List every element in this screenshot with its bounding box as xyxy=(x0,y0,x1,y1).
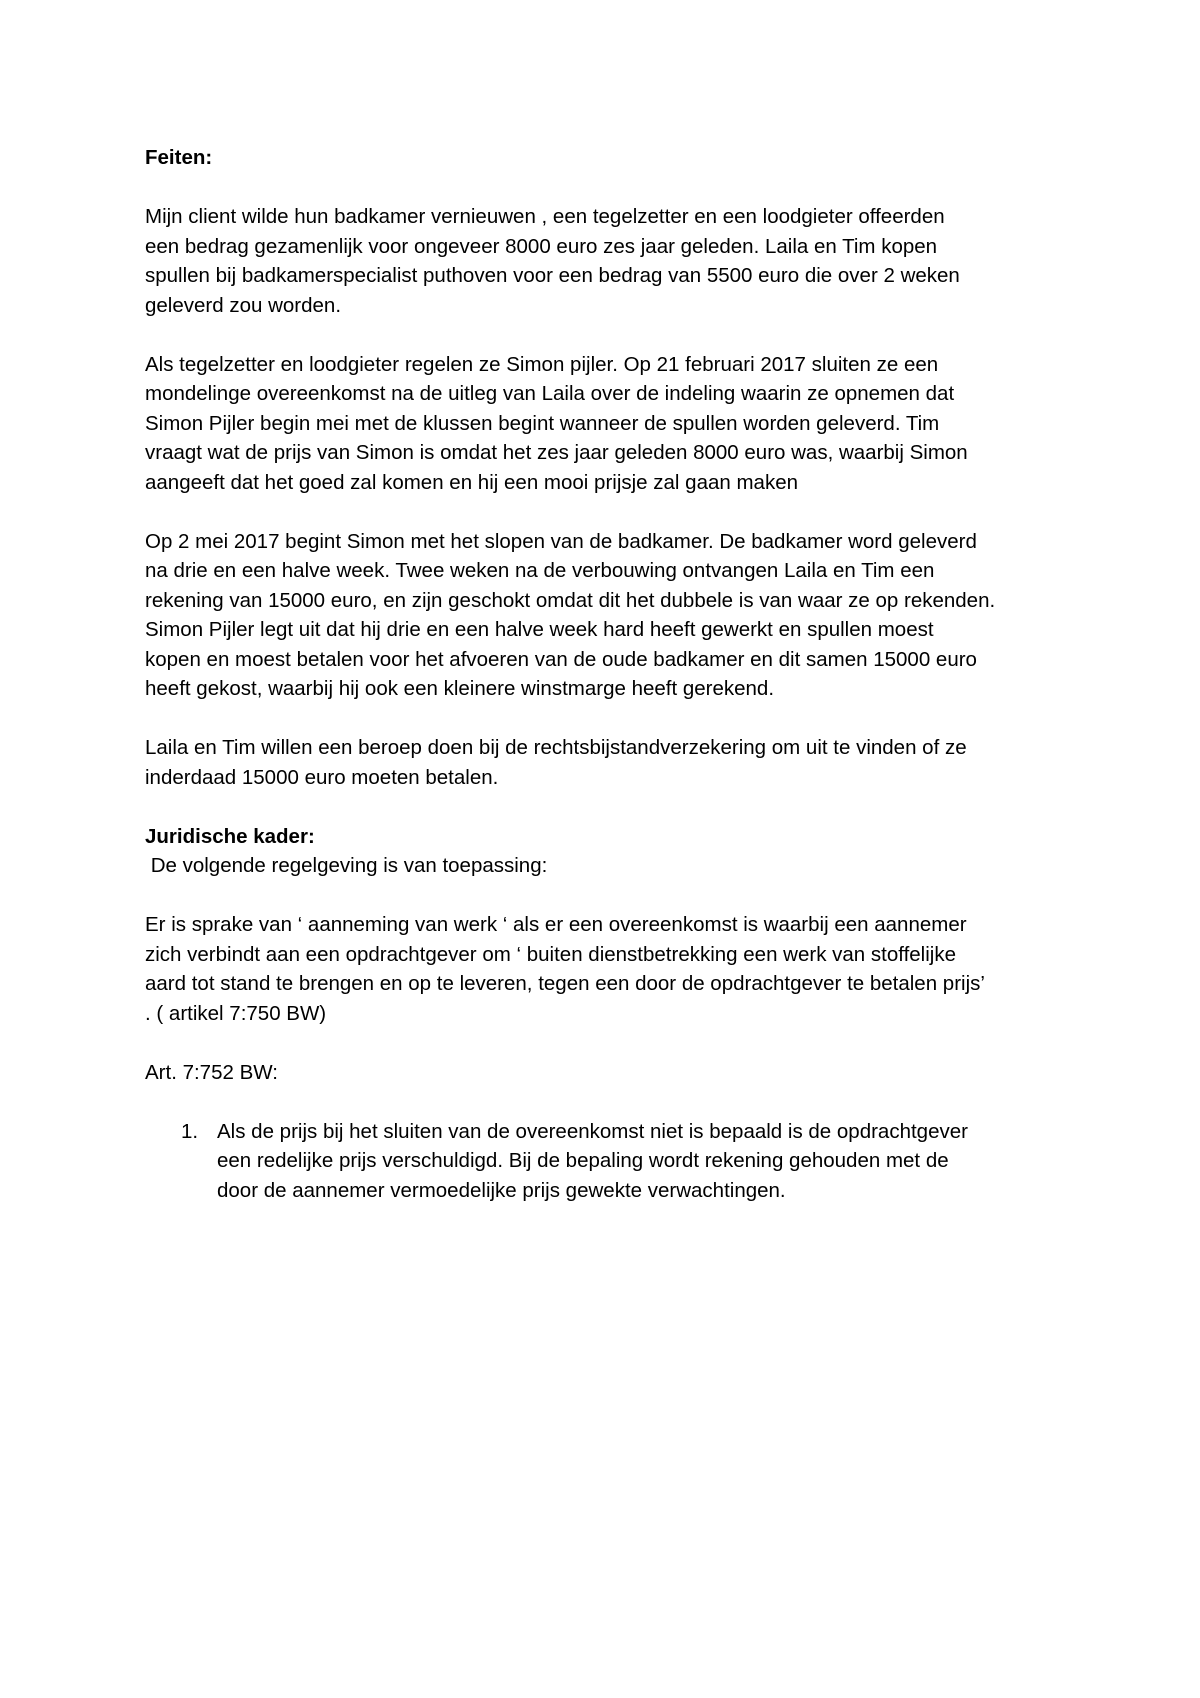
facts-paragraph-2 xyxy=(145,350,1075,498)
list-item xyxy=(145,1117,1075,1206)
text-line: Simon Pijler legt uit dat hij drie en een halve week hard heeft gewerkt en spullen moest xyxy=(145,618,934,641)
text-line: door de aannemer vermoedelijke prijs gewekte verwachtingen. xyxy=(217,1178,786,1202)
text-line: rekening van 15000 euro, en zijn geschokt omdat dit het dubbele is van waar ze op rekenden. xyxy=(145,588,996,612)
text-line: heeft gekost, waarbij hij ook een kleinere winstmarge heeft gerekend. xyxy=(145,677,775,700)
spacer xyxy=(145,173,1075,203)
legal-intro: De volgende regelgeving is van toepassing: xyxy=(145,854,548,877)
legal-heading: Juridische kader: xyxy=(145,824,315,848)
text-line: kopen en moest betalen voor het afvoeren van de oude badkamer en dit samen 15000 euro xyxy=(145,647,977,671)
text-line: na drie en een halve week. Twee weken na de verbouwing ontvangen Laila en Tim een xyxy=(145,559,935,582)
spacer xyxy=(145,1087,1075,1117)
text-line: spullen bij badkamerspecialist puthoven voor een bedrag van 5500 euro die over 2 weken xyxy=(145,264,960,287)
document-body xyxy=(145,143,1075,1205)
text-line: Simon Pijler begin mei met de klussen begint wanneer de spullen worden geleverd. Tim xyxy=(145,411,940,435)
text-line: Mijn client wilde hun badkamer vernieuwen , een tegelzetter en een loodgieter offeerden xyxy=(145,205,945,228)
text-line: zich verbindt aan een opdrachtgever om ‘ buiten dienstbetrekking een werk van stoffelijke xyxy=(145,942,956,966)
text-line: Als de prijs bij het sluiten van de overeenkomst niet is bepaald is de opdrachtgever xyxy=(217,1119,968,1143)
facts-paragraph-3 xyxy=(145,527,1075,704)
text-line: aangeeft dat het goed zal komen en hij een mooi prijsje zal gaan maken xyxy=(145,470,799,494)
facts-paragraph-4 xyxy=(145,733,1075,792)
text-line: inderdaad 15000 euro moeten betalen. xyxy=(145,765,499,789)
text-line: Als tegelzetter en loodgieter regelen ze Simon pijler. Op 21 februari 2017 sluiten ze een xyxy=(145,352,939,376)
list-number: 1. xyxy=(181,1119,199,1143)
text-line: . ( artikel 7:750 BW) xyxy=(145,1001,327,1025)
spacer xyxy=(145,320,1075,350)
text-line: geleverd zou worden. xyxy=(145,293,342,317)
article-list xyxy=(145,1117,1075,1206)
text-line: een bedrag gezamenlijk voor ongeveer 8000 euro zes jaar geleden. Laila en Tim kopen xyxy=(145,234,938,258)
article-heading: Art. 7:752 BW: xyxy=(145,1060,278,1084)
facts-paragraph-1 xyxy=(145,202,1075,320)
text-line: aard tot stand te brengen en op te leveren, tegen een door de opdrachtgever te betalen prijs’ xyxy=(145,972,985,995)
text-line: vraagt wat de prijs van Simon is omdat het zes jaar geleden 8000 euro was, waarbij Simon xyxy=(145,441,968,464)
spacer xyxy=(145,704,1075,734)
spacer xyxy=(145,1028,1075,1058)
text-line: een redelijke prijs verschuldigd. Bij de bepaling wordt rekening gehouden met de xyxy=(217,1149,949,1172)
facts-heading: Feiten: xyxy=(145,146,213,169)
text-line: Op 2 mei 2017 begint Simon met het slopen van de badkamer. De badkamer word geleverd xyxy=(145,529,977,553)
spacer xyxy=(145,792,1075,822)
spacer xyxy=(145,881,1075,911)
text-line: Laila en Tim willen een beroep doen bij de rechtsbijstandverzekering om uit te vinden of ze xyxy=(145,736,967,759)
text-line: mondelinge overeenkomst na de uitleg van Laila over de indeling waarin ze opnemen dat xyxy=(145,382,955,405)
legal-paragraph xyxy=(145,910,1075,1028)
text-line: Er is sprake van ‘ aanneming van werk ‘ als er een overeenkomst is waarbij een aannemer xyxy=(145,913,967,936)
spacer xyxy=(145,497,1075,527)
